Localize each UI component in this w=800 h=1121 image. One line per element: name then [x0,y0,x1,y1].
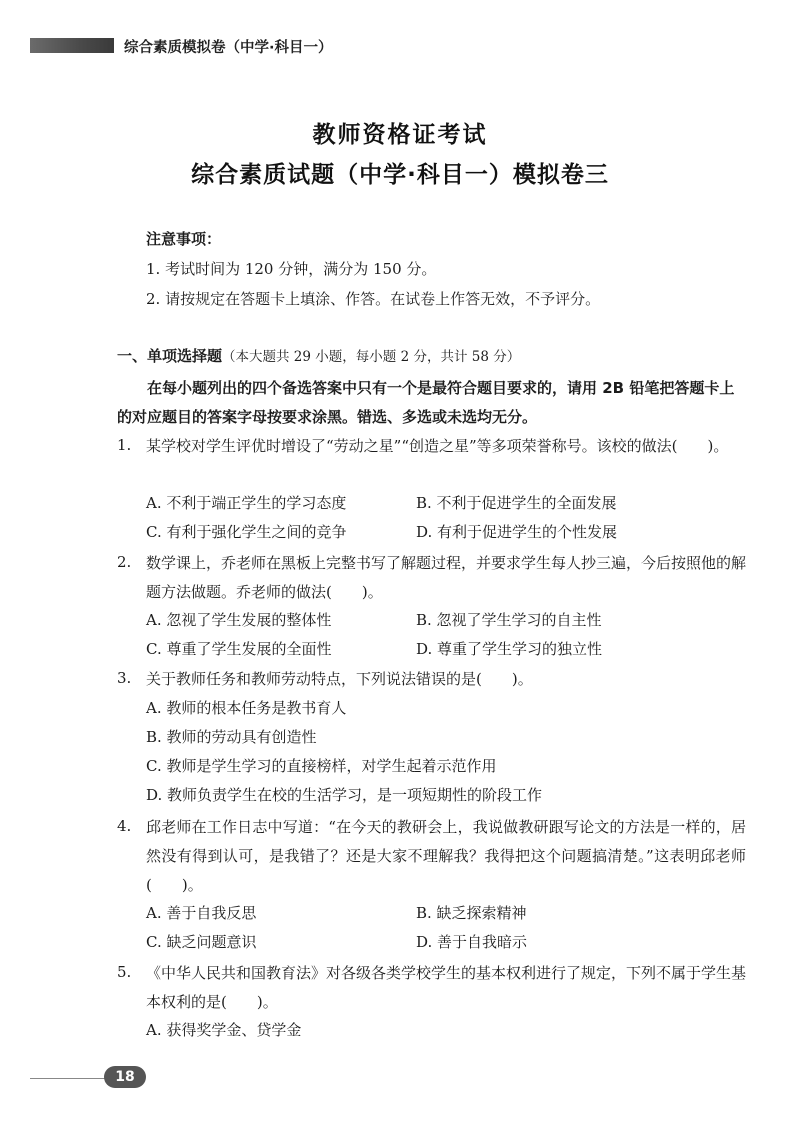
question-number: 5. [117,963,132,981]
section-heading [117,345,520,366]
option-a: A. 教师的根本任务是教书育人 [146,699,347,717]
header-bar-decoration [30,38,114,53]
option-d: D. 有利于促进学生的个性发展 [416,523,618,541]
option-b: B. 缺乏探索精神 [416,904,527,922]
section-instruction: 在每小题列出的四个备选答案中只有一个是最符合题目要求的，请用 2B 铅笔把答题卡上的对应题目的答案字母按要求涂黑。错选、多选或未选均无分。 [117,379,735,426]
question-text: 数学课上，乔老师在黑板上完整书写了解题过程，并要求学生每人抄三遍，今后按照他的解题方法做题。乔老师的做法( )。 [146,554,747,601]
option-c: C. 缺乏问题意识 [146,933,257,951]
question-text: 《中华人民共和国教育法》对各级各类学校学生的基本权利进行了规定，下列不属于学生基本权利的是( )。 [146,964,747,1011]
question-text: 某学校对学生评优时增设了“劳动之星”“创造之星”等多项荣誉称号。该校的做法( )。 [146,437,729,455]
option-d: D. 教师负责学生在校的生活学习，是一项短期性的阶段工作 [146,786,543,804]
notes-title: 注意事项： [146,230,222,248]
option-a: A. 获得奖学金、贷学金 [146,1021,302,1039]
header-title: 综合素质模拟卷（中学·科目一） [124,40,333,56]
exam-subtitle: 综合素质试题（中学·科目一）模拟卷三 [191,162,609,188]
running-header [0,36,800,56]
note-item: 2. 请按规定在答题卡上填涂、作答。在试卷上作答无效，不予评分。 [146,290,601,308]
question-number: 2. [117,553,132,571]
option-a: A. 善于自我反思 [146,904,257,922]
option-d: D. 善于自我暗示 [416,933,528,951]
question-number: 1. [117,436,132,454]
question-text: 关于教师任务和教师劳动特点，下列说法错误的是( )。 [146,670,533,688]
option-c: C. 尊重了学生发展的全面性 [146,640,332,658]
option-c: C. 有利于强化学生之间的竞争 [146,523,347,541]
option-b: B. 不利于促进学生的全面发展 [416,494,617,512]
question-number: 3. [117,669,132,687]
question-number: 4. [117,817,132,835]
option-a: A. 忽视了学生发展的整体性 [146,611,332,629]
footer-rule [30,1078,110,1079]
question-text: 邱老师在工作日志中写道：“在今天的教研会上，我说做教研跟写论文的方法是一样的，居然没有得到认可，是我错了？还是大家不理解我？我得把这个问题搞清楚。”这表明邱老师( )。 [146,818,746,894]
option-c: C. 教师是学生学习的直接榜样，对学生起着示范作用 [146,757,497,775]
section-title: 一、单项选择题 [117,347,223,365]
note-item: 1. 考试时间为 120 分钟，满分为 150 分。 [146,260,437,278]
exam-title: 教师资格证考试 [312,122,488,148]
option-b: B. 忽视了学生学习的自主性 [416,611,602,629]
page-number: 18 [104,1066,146,1088]
option-d: D. 尊重了学生学习的独立性 [416,640,603,658]
option-b: B. 教师的劳动具有创造性 [146,728,317,746]
section-detail: （本大题共 29 小题，每小题 2 分，共计 58 分） [222,349,521,365]
option-a: A. 不利于端正学生的学习态度 [146,494,347,512]
